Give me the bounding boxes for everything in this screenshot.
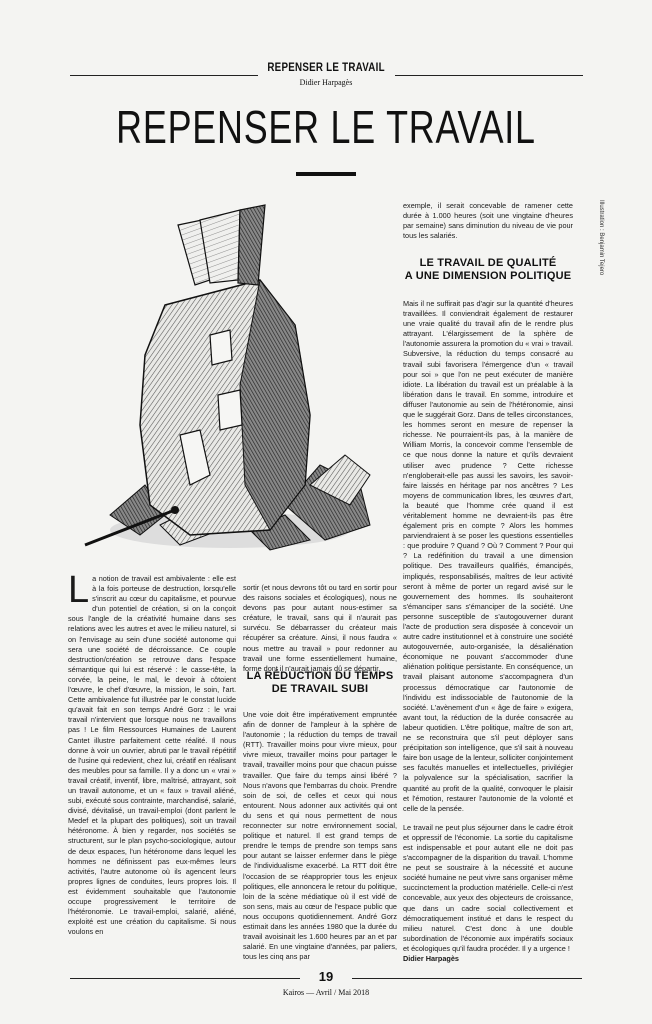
- running-head-title: REPENSER LE TRAVAIL: [267, 62, 385, 74]
- section-heading-line: DE TRAVAIL SUBI: [271, 683, 369, 695]
- article-column-3: [403, 201, 573, 241]
- section-heading-line: LE TRAVAIL DE QUALITÉ: [419, 257, 557, 269]
- dropcap: L: [68, 569, 90, 611]
- paragraph: Une voie doit être impérativement empruntée afin de donner de l'ampleur à la sphère de l'autonomie ; la réduction du temps de travail (RTT). Travailler moins pour vivre mieux, pour vivre mieux, travailler moins pour partager le travail, travailler moins pour que chacun puisse travailler. Que faire du temps ainsi libéré ? Nous n'avons que l'embarras du choix. Prendre soin de soi, de celles et ceux qui nous entourent. Nous adonner aux activités qui ont du sens et qui nous permettent de nous reconnecter sur notre environnement social, politique et naturel. Il est grand temps de prendre le temps de prendre son temps sans pour autant se laisser enfermer dans le piège de l'individualisme exacerbé. La RTT doit être l'occasion de se réapproprier tous les enjeux politiques, elle annoncera le retour du politique, loin de la scène médiatique où il est vidé de son sens, mais au cœur de l'espace public que nous occupons quotidiennement. André Gorz estimait dans les années 1980 que la durée du travail avoisinait les 1.600 heures par an et par salarié. En une vingtaine d'années, par paliers, tous les cinq ans par: [243, 710, 397, 962]
- article-column-2: [243, 583, 397, 674]
- paragraph: Le travail ne peut plus séjourner dans le cadre étroit et oppressif de l'économie. La sortie du capitalisme est indispensable et pour autant elle ne doit pas s'accompagner de la disparition du travail. L'homme ne peut se soustraire à la nécessité et aucune société humaine ne peut vivre sans organiser même succinctement la production matérielle. Celle-ci n'est concevable, aux yeux des objecteurs de croissance, que dans un cadre social collectivement et démocratiquement institué et dans le respect du milieu naturel. C'est donc à une double subordination de l'économie aux impératifs sociaux et écologiques qu'il faudra procéder. Il y a urgence !: [403, 822, 573, 953]
- publication-info: Kairos — Avril / Mai 2018: [282, 988, 370, 997]
- section-heading-line: LA RÉDUCTION DU TEMPS: [246, 670, 394, 682]
- title-underline-bar: [296, 172, 356, 176]
- article-title: REPENSER LE TRAVAIL: [116, 101, 536, 153]
- page-number: 19: [318, 969, 334, 984]
- article-signature: Didier Harpagès: [403, 954, 459, 963]
- running-head: [0, 58, 652, 87]
- paragraph: sortir (et nous devrons tôt ou tard en sortir pour des raisons sociales et écologiques), nous ne devons pas pour autant nous-estimer sa créature, le travail, sans qui il n'aurait pas survécu. Se débarrasser du créateur mais récupérer sa créature. Ainsi, il nous faudra « nous mettre au travail » pour redonner au travail une forme essentiellement humaine, forme dont il n'aurait jamais dû se départir.: [243, 583, 397, 673]
- paragraph-text: a notion de travail est ambivalente : elle est à la fois porteuse de destruction, lorsqu'elle s'inscrit au cœur du capitalisme, et pourvue d'un potentiel de création, si on la conçoit sous l'angle de la créativité humaine dans ses relations avec les autres et avec le milieu naturel, si on l'envisage au sein d'une société autonome qui sera une société de décroissance. Ce couple destruction/création se retrouve dans l'espace sémantique qui lui est réservé : le casse-tête, la corvée, la peine, le mal, le devoir à côtoient l'œuvre, le chef d'œuvre, la mission, le soin, l'art. Cette ambivalence fut illustrée par le constat lucide qu'avait fait en son temps André Gorz : le vrai travail n'intervient que lorsque nous ne travaillons pas ! Le film Ressources Humaines de Laurent Cantet illustre parfaitement cette réalité. Il nous donne à voir un ouvrier, abruti par le travail répétitif de l'usine qui redevient, chez lui, créatif en réalisant des meubles pour sa famille. Il y a donc un « vrai » travail créatif, inventif, libre, maîtrisé, attrayant, soit un travail autonome, et un « faux » travail aliéné, subi, exécuté sous contrainte, marchandisé, salarié, divisé, dévitalisé, un travail-emploi (dont parlent le Medef et la plupart des politiques), soit un travail hétéronome. À bien y regarder, nos sociétés se structurent, sur le plan psycho-sociologique, autour de deux espaces, l'un hétéronome dans lequel les hommes ne définissent pas eux-mêmes leurs activités, l'autre autonome où ils agencent leurs propres lignes de conduites, leurs propres lois. Il est évidemment souhaitable que l'autonomie occupe progressivement le territoire de l'hétéronomie. Le travail-emploi, salarié, aliéné, exploité est une création du capitalisme. Si nous voulons en: [68, 574, 236, 937]
- article-column-3-body: [403, 299, 573, 964]
- illustration-credit: Illustration : Benjamin Tejero: [598, 200, 604, 276]
- article-column-1: [68, 569, 236, 937]
- running-head-rule-right: [395, 75, 583, 76]
- section-heading-line: A UNE DIMENSION POLITIQUE: [404, 270, 572, 282]
- running-head-rule-left: [70, 75, 258, 76]
- work-monolith-illustration-icon: [70, 185, 390, 570]
- paragraph: [68, 569, 236, 937]
- article-column-2-body: [243, 710, 397, 962]
- section-heading: [403, 257, 573, 283]
- paragraph: exemple, il serait concevable de ramener cette durée à 1.000 heures (soit une vingtaine d'heures par semaine) sans diminution du niveau de vie pour tous les salariés.: [403, 201, 573, 241]
- section-heading: [243, 670, 397, 696]
- running-head-author: Didier Harpagès: [299, 78, 353, 87]
- paragraph: Mais il ne suffirait pas d'agir sur la quantité d'heures travaillées. Il conviendrait également de restaurer une vraie qualité du travail afin de le rendre plus attrayant. L'élargissement de la sphère de l'autonomie assurera la promotion du « vrai » travail. Subversive, la réduction du temps consacré au travail subi favorisera l'émergence d'un « travail pour soi » que l'on ne peut exécuter de manière idiote. La libération du travail est un préalable à la libération dans le travail. En somme, introduire et diffuser l'autonomie au sein de l'hétéronomie, ainsi que le suggérait Gorz. Dans de telles circonstances, les hommes seront en mesure de repenser la richesse. Ne pourraient-ils pas, à la manière de William Morris, la concevoir comme l'ensemble de ce que nous donne la nature et qu'ils devraient utiliser avec prudence ? Cette richesse n'engloberait-elle pas aussi les savoirs, les savoir-faire laissés en héritage par nos ancêtres ? Les moyens de communication libres, les œuvres d'art, la beauté que l'homme crée quand il est véritablement homme ne devraient-ils pas être également pris en compte ? Alors les hommes parviendraient à se poser les questions essentielles : que produire ? Quand ? Où ? Comment ? Pour qui ? La redéfinition du travail a une dimension politique. Des travailleurs qualifiés, émancipés, impliqués, responsabilisés, maîtres de leur activité seront à même de porter un regard avisé sur le gouvernement des hommes. Ils souhaiteront s'émanciper sans s'émanciper de la société. Une personne susceptible de s'autogouverner durant l'acte de production sera disposée à concevoir un autre cadre institutionnel et à construire une société autogouvernée, auto-organisée, la désaliénation économique ne pouvant s'accommoder d'une aliénation politique persistante. En conséquence, un travail plaisant autonome s'accompagnera d'un processus démocratique car l'autonomie de l'individu est indissociable de l'autonomie de la société. L'avènement d'un « âge de faire » exigera, avant tout, la réduction de la durée consacrée au labeur quotidien. L'être politique, maître de son art, ne se reconstruira que s'il peut déployer sans précipitation son intelligence, que s'il sait à nouveau faire bon usage de la lenteur, solliciter conjointement ses facultés manuelles et intellectuelles, privilégier la polyvalence sur la spécialisation, sacrifier la quantité au profit de la qualité, convoquer le plaisir et l'émotion, restaurer l'autonomie de la volonté et celle de la pensée.: [403, 299, 573, 813]
